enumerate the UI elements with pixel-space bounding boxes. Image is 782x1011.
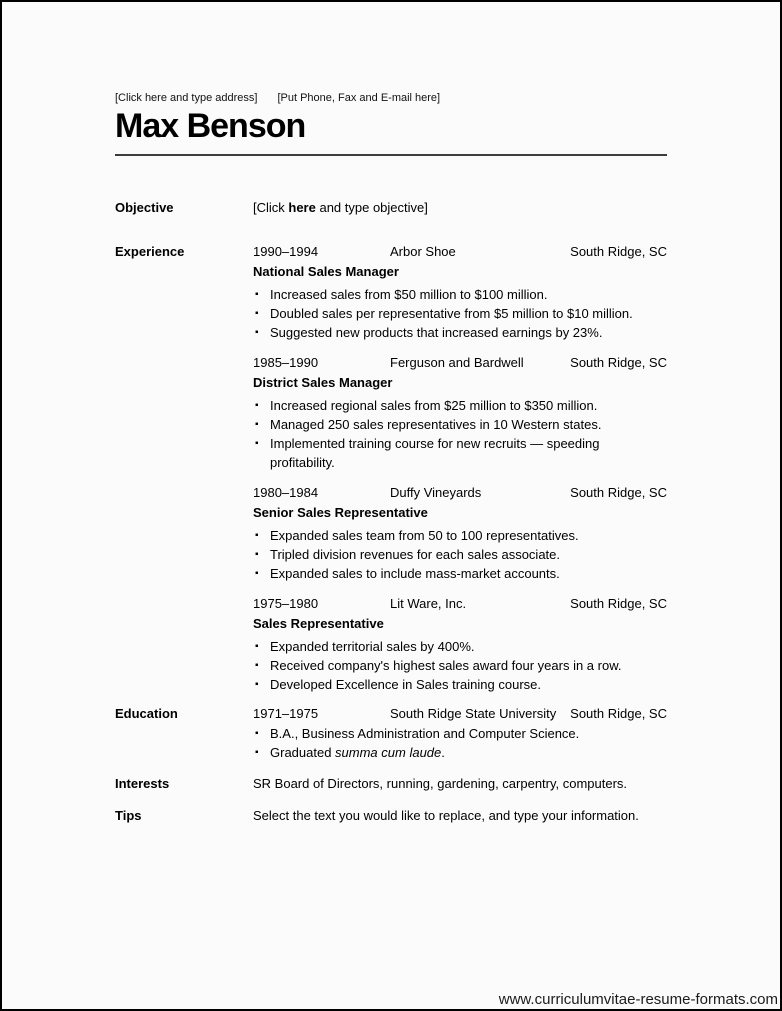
job-bullets [253,637,667,694]
job-header [253,355,667,371]
bullet-text: Received company's highest sales award four years in a row. [270,658,622,673]
resume-content [115,2,667,824]
bullet-text: Expanded territorial sales by 400%. [270,639,475,654]
edu-bullet-post: . [441,745,445,760]
bullet-icon: ▪ [255,660,259,671]
objective-text-pre: [Click [253,200,289,215]
bullet-text: Suggested new products that increased earnings by 23%. [270,325,603,340]
tips-section [115,808,667,824]
job-company: Arbor Shoe [390,244,456,259]
bullet-icon: ▪ [255,327,259,338]
education-body [253,706,667,762]
job-location: South Ridge, SC [570,244,667,259]
section-label-tips: Tips [115,808,142,823]
job-location: South Ridge, SC [570,485,667,500]
bullet-icon: ▪ [255,400,259,411]
list-item [253,656,667,675]
objective-section [115,200,667,216]
job-entry [253,244,667,342]
bullet-text: Managed 250 sales representatives in 10 Western states. [270,417,602,432]
job-location: South Ridge, SC [570,355,667,370]
bullet-icon: ▪ [255,530,259,541]
job-title: Senior Sales Representative [253,505,428,520]
job-dates: 1985–1990 [253,355,319,370]
section-label-education: Education [115,706,178,721]
interests-section [115,776,667,792]
bullet-text: B.A., Business Administration and Computer Science. [270,726,580,741]
bullet-icon: ▪ [255,747,259,758]
education-header [253,706,667,722]
list-item [253,323,667,342]
bullet-text: Expanded sales to include mass-market accounts. [270,566,560,581]
list-item [253,396,667,415]
list-item [253,526,667,545]
list-item [253,415,667,434]
job-company: Ferguson and Bardwell [390,355,524,370]
bullet-icon: ▪ [255,679,259,690]
bullet-text: Increased sales from $50 million to $100 million. [270,287,548,302]
education-school: South Ridge State University [390,706,557,721]
bullet-icon: ▪ [255,641,259,652]
job-dates: 1980–1984 [253,485,319,500]
job-entry [253,355,667,472]
list-item [253,564,667,583]
job-header [253,244,667,260]
watermark-url: www.curriculumvitae-resume-formats.com [498,991,778,1008]
objective-text-post: and type objective] [315,200,428,215]
job-location: South Ridge, SC [570,596,667,611]
list-item [253,304,667,323]
job-dates: 1990–1994 [253,244,319,259]
contact-row [115,91,667,105]
list-item [253,743,667,762]
job-company: Duffy Vineyards [390,485,482,500]
edu-bullet-pre: Graduated [270,745,336,760]
education-section [115,706,667,762]
bullet-text: Doubled sales per representative from $5 million to $10 million. [270,306,633,321]
bullet-text: Increased regional sales from $25 million to $350 million. [270,398,598,413]
education-dates: 1971–1975 [253,706,319,721]
job-header [253,485,667,501]
address-placeholder[interactable]: [Click here and type address] [115,92,258,104]
bullet-text: Developed Excellence in Sales training course. [270,677,541,692]
bullet-icon: ▪ [255,438,259,449]
bullet-text [270,743,445,762]
job-entry [253,485,667,583]
job-entry [253,596,667,694]
job-title: National Sales Manager [253,264,399,279]
bullet-icon: ▪ [255,289,259,300]
bullet-text: Implemented training course for new recruits — speeding profitability. [270,436,600,470]
list-item [253,434,667,472]
experience-body [253,244,667,694]
education-bullets [253,724,667,762]
header-divider [115,154,667,156]
list-item [253,675,667,694]
job-bullets [253,285,667,342]
experience-section [115,244,667,694]
bullet-icon: ▪ [255,728,259,739]
edu-bullet-italic: summa cum laude [335,745,442,760]
page-title: Max Benson [115,107,306,145]
interests-text: SR Board of Directors, running, gardening, carpentry, computers. [253,776,628,791]
job-dates: 1975–1980 [253,596,319,611]
objective-text-here: here [288,200,316,215]
bullet-icon: ▪ [255,568,259,579]
section-label-interests: Interests [115,776,170,791]
job-bullets [253,526,667,583]
job-title: Sales Representative [253,616,384,631]
list-item [253,545,667,564]
job-company: Lit Ware, Inc. [390,596,467,611]
objective-placeholder[interactable] [253,200,428,215]
bullet-text: Tripled division revenues for each sales associate. [270,547,560,562]
education-location: South Ridge, SC [570,706,667,721]
bullet-text: Expanded sales team from 50 to 100 representatives. [270,528,579,543]
section-label-objective: Objective [115,200,174,215]
list-item [253,637,667,656]
tips-text: Select the text you would like to replace, and type your information. [253,808,639,823]
list-item [253,724,667,743]
objective-body [253,200,667,216]
job-header [253,596,667,612]
list-item [253,285,667,304]
bullet-icon: ▪ [255,549,259,560]
bullet-icon: ▪ [255,419,259,430]
job-bullets [253,396,667,472]
phone-fax-email-placeholder[interactable]: [Put Phone, Fax and E-mail here] [277,92,441,104]
job-title: District Sales Manager [253,375,393,390]
section-label-experience: Experience [115,244,185,259]
bullet-icon: ▪ [255,308,259,319]
